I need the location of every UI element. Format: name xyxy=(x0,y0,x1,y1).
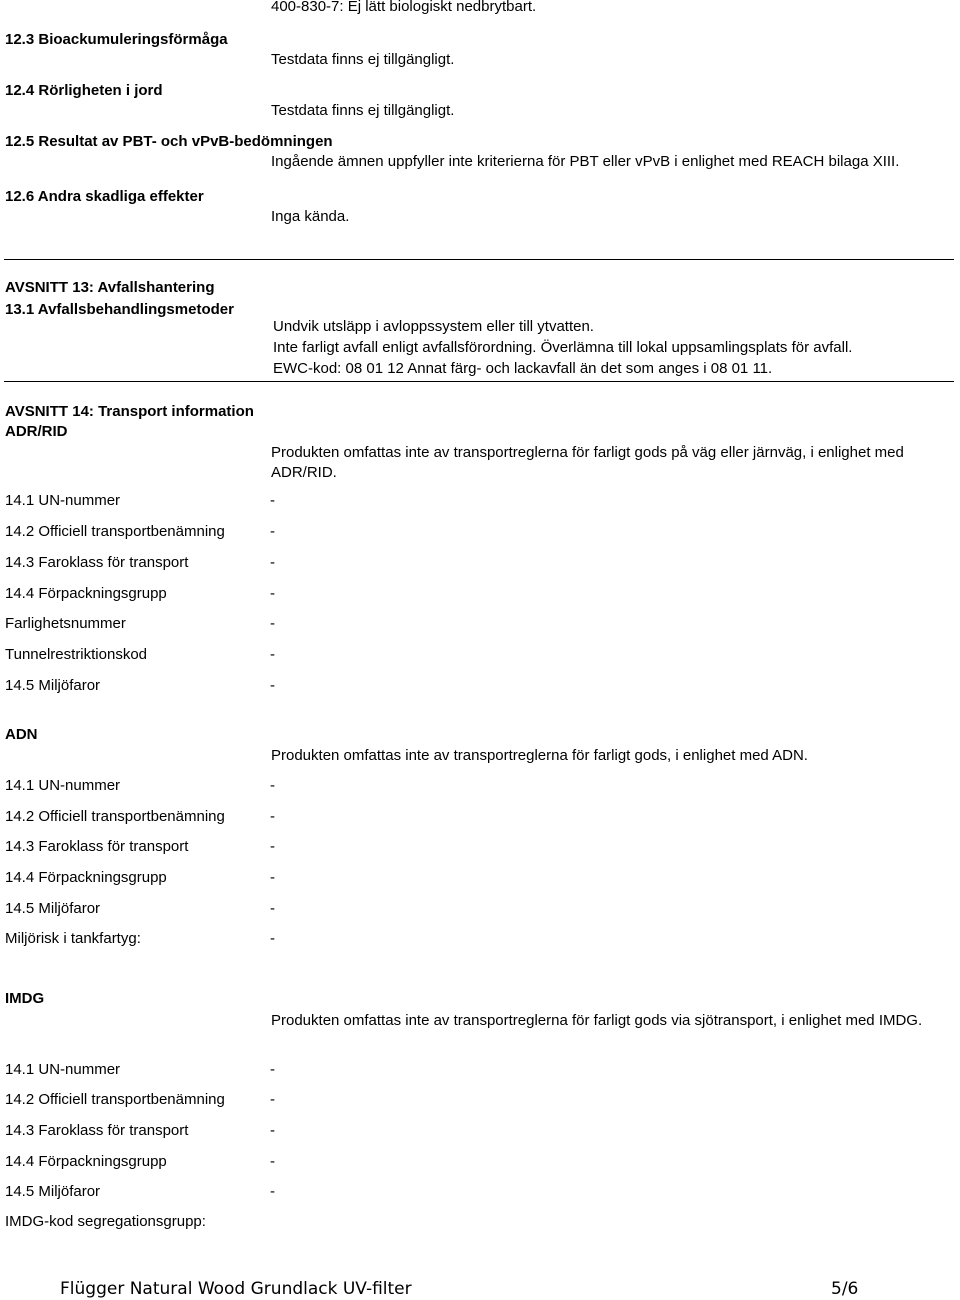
adr-tunnel-code-label: Tunnelrestriktionskod xyxy=(5,646,148,663)
imdg-heading: IMDG xyxy=(5,990,45,1007)
section-13-top-rule xyxy=(4,259,954,260)
adr-rid-text: Produkten omfattas inte av transportreglerna för farligt gods på väg eller järnväg, i enlighet med ADR/RID. xyxy=(271,444,904,481)
pbt-text: Ingående ämnen uppfyller inte kriterierna för PBT eller vPvB i enlighet med REACH bilaga XIII. xyxy=(271,153,900,170)
adr-hazard-class-value: - xyxy=(270,554,275,571)
adr-shipping-name-value: - xyxy=(270,523,275,540)
footer-page-number: 5/6 xyxy=(831,1279,859,1299)
imdg-shipping-name-label: 14.2 Officiell transportbenämning xyxy=(5,1091,225,1108)
adn-hazard-class-label: 14.3 Faroklass för transport xyxy=(5,838,189,855)
waste-line-1: Undvik utsläpp i avloppssystem eller till ytvatten. xyxy=(273,318,594,335)
adn-text: Produkten omfattas inte av transportreglerna för farligt gods, i enlighet med ADN. xyxy=(271,747,808,764)
adr-un-number-label: 14.1 UN-nummer xyxy=(5,492,121,509)
mobility-heading: 12.4 Rörligheten i jord xyxy=(5,82,163,99)
bioaccumulation-heading: 12.3 Bioackumuleringsförmåga xyxy=(5,31,228,48)
other-effects-text: Inga kända. xyxy=(271,208,350,225)
adr-hazard-class-label: 14.3 Faroklass för transport xyxy=(5,554,189,571)
waste-ewc-code: EWC-kod: 08 01 12 Annat färg- och lackavfall än det som anges i 08 01 11. xyxy=(273,360,773,377)
imdg-env-hazards-label: 14.5 Miljöfaror xyxy=(5,1183,101,1200)
adr-env-hazards-value: - xyxy=(270,677,275,694)
imdg-text: Produkten omfattas inte av transportreglerna för farligt gods via sjötransport, i enlighet med IMDG. xyxy=(271,1012,923,1029)
imdg-env-hazards-value: - xyxy=(270,1183,275,1200)
adn-packing-group-label: 14.4 Förpackningsgrupp xyxy=(5,869,167,886)
adr-env-hazards-label: 14.5 Miljöfaror xyxy=(5,677,101,694)
imdg-packing-group-label: 14.4 Förpackningsgrupp xyxy=(5,1153,167,1170)
imdg-shipping-name-value: - xyxy=(270,1091,275,1108)
bioaccumulation-text: Testdata finns ej tillgängligt. xyxy=(271,51,455,68)
adr-rid-heading: ADR/RID xyxy=(5,423,68,440)
imdg-un-number-value: - xyxy=(270,1061,275,1078)
mobility-text: Testdata finns ej tillgängligt. xyxy=(271,102,455,119)
adr-hazard-number-value: - xyxy=(270,615,275,632)
adr-hazard-number-label: Farlighetsnummer xyxy=(5,615,126,632)
adr-shipping-name-label: 14.2 Officiell transportbenämning xyxy=(5,523,225,540)
pbt-heading: 12.5 Resultat av PBT- och vPvB-bedömningen xyxy=(5,133,333,150)
waste-methods-heading: 13.1 Avfallsbehandlingsmetoder xyxy=(5,301,234,318)
section-13-bottom-rule xyxy=(4,381,954,382)
other-effects-heading: 12.6 Andra skadliga effekter xyxy=(5,188,204,205)
adn-env-hazards-value: - xyxy=(270,900,275,917)
adn-tanker-risk-label: Miljörisk i tankfartyg: xyxy=(5,930,141,947)
imdg-segregation-group-label: IMDG-kod segregationsgrupp: xyxy=(5,1213,206,1230)
imdg-un-number-label: 14.1 UN-nummer xyxy=(5,1061,121,1078)
adn-shipping-name-value: - xyxy=(270,808,275,825)
adn-heading: ADN xyxy=(5,726,38,743)
section-13-heading: AVSNITT 13: Avfallshantering xyxy=(5,279,215,296)
adr-packing-group-label: 14.4 Förpackningsgrupp xyxy=(5,585,167,602)
adr-tunnel-code-value: - xyxy=(270,646,275,663)
imdg-hazard-class-label: 14.3 Faroklass för transport xyxy=(5,1122,189,1139)
adn-hazard-class-value: - xyxy=(270,838,275,855)
adn-un-number-value: - xyxy=(270,777,275,794)
adn-packing-group-value: - xyxy=(270,869,275,886)
imdg-hazard-class-value: - xyxy=(270,1122,275,1139)
adn-un-number-label: 14.1 UN-nummer xyxy=(5,777,121,794)
section-14-heading: AVSNITT 14: Transport information xyxy=(5,403,254,420)
waste-line-2: Inte farligt avfall enligt avfallsförordning. Överlämna till lokal uppsamlingsplats för avfall. xyxy=(273,339,853,356)
adn-env-hazards-label: 14.5 Miljöfaror xyxy=(5,900,101,917)
biodegradability-value: 400-830-7: Ej lätt biologiskt nedbrytbart. xyxy=(271,0,537,15)
footer-product-name: Flügger Natural Wood Grundlack UV-filter xyxy=(60,1279,412,1299)
adn-tanker-risk-value: - xyxy=(270,930,275,947)
adr-packing-group-value: - xyxy=(270,585,275,602)
adn-shipping-name-label: 14.2 Officiell transportbenämning xyxy=(5,808,225,825)
adr-un-number-value: - xyxy=(270,492,275,509)
imdg-packing-group-value: - xyxy=(270,1153,275,1170)
